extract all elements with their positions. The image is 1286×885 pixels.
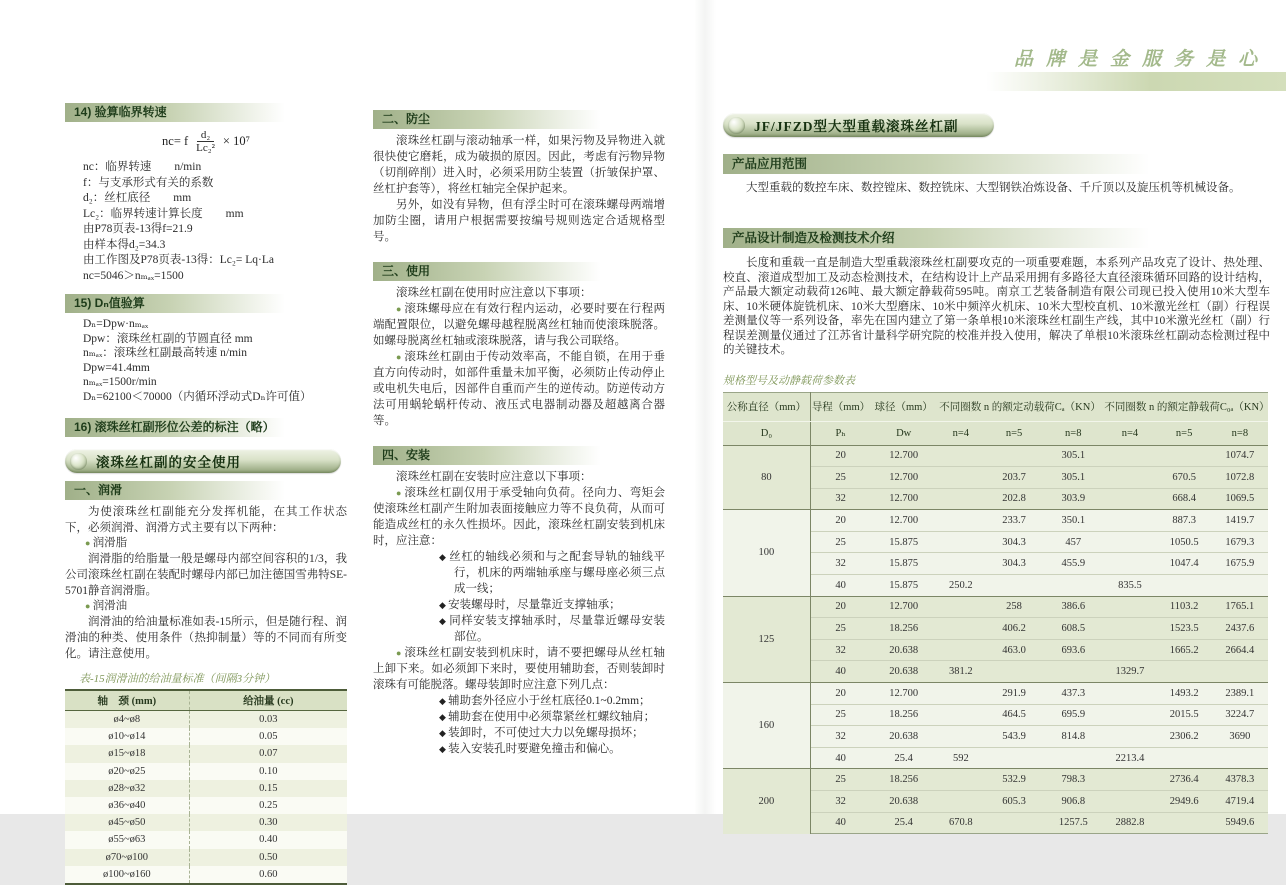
spec-table-cell: 670.5 [1157, 467, 1212, 489]
oil-table [65, 689, 347, 885]
critical-speed-formula [65, 129, 347, 154]
spec-table-cell [1212, 575, 1268, 597]
spec-table-cell: 4719.4 [1212, 791, 1268, 813]
formula-denominator: Lc₂² [196, 142, 215, 154]
spec-table-cell: 40 [810, 575, 870, 597]
spec-table-cell: 18.256 [871, 704, 937, 726]
oil-table-cell: ø20~ø25 [65, 763, 189, 780]
spec-table-cell: 32 [810, 639, 870, 661]
spec-table-cell: 1419.7 [1212, 510, 1268, 532]
spec-table-cell [937, 596, 985, 618]
oil-table-cell: ø10~ø14 [65, 728, 189, 745]
spec-table-cell: 305.1 [1043, 467, 1103, 489]
spec-table-cell: 32 [810, 791, 870, 813]
spec-table-cell: 2736.4 [1157, 769, 1212, 791]
spec-table-cell: 291.9 [985, 683, 1043, 705]
spec-sub-header: n=5 [985, 421, 1043, 445]
spec-table-cell: 906.8 [1043, 791, 1103, 813]
product-pill-label: JF/JFZD型大型重载滚珠丝杠副 [754, 119, 959, 134]
spec-table-cell: 20 [810, 683, 870, 705]
spec-table-cell: 437.3 [1043, 683, 1103, 705]
spec-table-cell: 2015.5 [1157, 704, 1212, 726]
spec-table-row [723, 683, 1268, 705]
spec-table-cell: 1765.1 [1212, 596, 1268, 618]
oil-table-row [65, 866, 347, 884]
spec-table-cell [1103, 618, 1156, 640]
dust-paragraph: 另外，如没有异物，但有浮尘时可在滚珠螺母两端增加防尘圈，请用户根据需要按编号规则选定合适规格型号。 [373, 199, 665, 243]
oil-table-cell: ø36~ø40 [65, 797, 189, 814]
spec-table-cell: 32 [810, 553, 870, 575]
install-subitem: ◆ 丝杠的轴线必须和与之配套导轨的轴线平行，机床的两端轴承座与螺母座必须三点成一线； [439, 549, 665, 597]
spec-table-body [723, 445, 1268, 834]
install-bullet: ● 滚珠丝杠副安装到机床时，请不要把螺母从丝杠轴上卸下来。如必须卸下来时，要使用辅助套，否则装卸时滚珠有可能脱落。螺母装卸时应注意下列几点： [373, 645, 665, 693]
header-band [986, 72, 1286, 91]
spec-table-cell: 386.6 [1043, 596, 1103, 618]
spec-table-cell: 3224.7 [1212, 704, 1268, 726]
spec-table-cell: 12.700 [871, 596, 937, 618]
spec-table-cell: 12.700 [871, 445, 937, 467]
spec-table-cell: 12.700 [871, 510, 937, 532]
spec-table-caption: 规格型号及动静载荷参数表 [723, 374, 855, 387]
spec-col-header: 不同圈数 n 的额定动载荷Cₐ（KN） [937, 392, 1104, 421]
oil-table-cell: 0.10 [189, 763, 347, 780]
spec-col-header: 球径（mm） [871, 392, 937, 421]
spec-table-cell: 2213.4 [1103, 747, 1156, 769]
spec-table-cell [1043, 747, 1103, 769]
sphere-icon [728, 117, 745, 134]
oil-table-row [65, 763, 347, 780]
spec-sub-header: n=4 [1103, 421, 1156, 445]
oil-table-row [65, 728, 347, 745]
spec-table-row [723, 510, 1268, 532]
spec-table-cell: 1069.5 [1212, 488, 1268, 510]
oil-table-row [65, 849, 347, 866]
right-page-column [723, 113, 1270, 834]
spec-table-cell: 693.6 [1043, 639, 1103, 661]
spec-table-cell: 887.3 [1157, 510, 1212, 532]
formula-numerator: d₂ [197, 129, 214, 142]
spec-table-cell: 2949.6 [1157, 791, 1212, 813]
spec-table-cell [937, 510, 985, 532]
page-fold [694, 0, 716, 814]
definition-line: Dₙ=Dpw·nₘₐₓ [83, 318, 149, 330]
definition-line: Dₙ=62100＜70000（内循环浮动式Dₙ许可值） [83, 390, 312, 403]
usage-bullet: ● 滚珠丝杠副由于传动效率高，不能自锁，在用于垂直方向传动时，如部件重量未加平衡，必须防止传动停止或电机失电后，因部件自重而产生的逆传动。防逆传动方法可用蜗轮蜗杆传动、液压式电器制动器及超越离合器等。 [373, 349, 665, 429]
spec-table-cell: 25 [810, 467, 870, 489]
spec-table-cell [937, 553, 985, 575]
install-subitem: ◆ 同样安装支撑轴承时，尽量靠近螺母安装部位。 [439, 613, 665, 645]
definition-line: nₘₐₓ：滚珠丝杠副最高转速 n/min [83, 347, 247, 359]
spec-table-cell: 1047.4 [1157, 553, 1212, 575]
spec-table-cell: 1675.9 [1212, 553, 1268, 575]
spec-table-cell: 203.7 [985, 467, 1043, 489]
spec-table-cell: 4378.3 [1212, 769, 1268, 791]
spec-table-cell [937, 704, 985, 726]
spec-table-cell: 1523.5 [1157, 618, 1212, 640]
spec-table-cell: 605.3 [985, 791, 1043, 813]
definition-line: Dpw=41.4mm [83, 361, 150, 374]
spec-table-cell [937, 445, 985, 467]
oil-table-cell: 0.25 [189, 797, 347, 814]
spec-table-cell: 20 [810, 510, 870, 532]
spec-table-cell [937, 791, 985, 813]
spec-table-cell: 592 [937, 747, 985, 769]
spec-table-row [723, 445, 1268, 467]
spec-table-cell [985, 575, 1043, 597]
spec-table-cell [1103, 510, 1156, 532]
spec-table-cell [1103, 726, 1156, 748]
spec-table-cell: 12.700 [871, 467, 937, 489]
spec-table-cell: 1257.5 [1043, 812, 1103, 834]
install-header: 四、安装 [373, 446, 665, 465]
nominal-diameter-cell: 200 [723, 769, 810, 834]
application-text: 大型重载的数控车床、数控镗床、数控铣床、大型钢铁冶炼设备、千斤顶以及旋压机等机械设备。 [746, 182, 1241, 194]
spec-col-header: 不同圈数 n 的额定静载荷C₀ₐ（KN） [1103, 392, 1268, 421]
spec-sub-header: D₀ [723, 421, 810, 445]
oil-label: ● 润滑油 [65, 599, 347, 614]
lubrication-intro: 为使滚珠丝杠副能充分发挥机能，在其工作状态下，必须润滑、润滑方式主要有以下两种： [65, 506, 347, 534]
definition-line: Lc₂：临界转速计算长度 mm [83, 207, 244, 220]
spec-table-cell: 532.9 [985, 769, 1043, 791]
spec-table-cell: 835.5 [1103, 575, 1156, 597]
spec-sub-header: Pₕ [810, 421, 870, 445]
spec-table-cell: 25 [810, 618, 870, 640]
spec-table-cell [937, 769, 985, 791]
oil-text: 润滑油的给油量标准如表-15所示，但是随行程、润滑油的种类、使用条件（热抑制量）等的不同而有所变化。请注意使用。 [65, 616, 347, 660]
oil-table-cell: ø70~ø100 [65, 849, 189, 866]
oil-table-row [65, 711, 347, 729]
spec-table-cell [1157, 661, 1212, 683]
spec-table-row [723, 596, 1268, 618]
spec-table-cell: 2882.8 [1103, 812, 1156, 834]
spec-table-cell: 15.875 [871, 575, 937, 597]
spec-table-cell: 12.700 [871, 683, 937, 705]
safety-section-pill [65, 449, 341, 473]
spec-table-row [723, 769, 1268, 791]
install-subitem: ◆ 装卸时，不可使过大力以免螺母损坏； [439, 725, 665, 741]
spec-table-cell: 40 [810, 661, 870, 683]
nominal-diameter-cell: 80 [723, 445, 810, 510]
spec-table-cell: 5949.6 [1212, 812, 1268, 834]
spec-table-cell [1103, 467, 1156, 489]
dust-paragraph: 滚珠丝杠副与滚动轴承一样，如果污物及异物进入就很快使它磨耗，成为破损的原因。因此，考虑有污物异物（切削碎削）进入时，必须采用防尘装置（折皱保护罩、丝杠护套等），将丝杠轴完全保护起来。 [373, 135, 665, 195]
spec-table-cell [937, 531, 985, 553]
oil-table-caption: 表-15润滑油的给油量标准（间隔3分钟） [79, 673, 276, 685]
spec-table-cell: 15.875 [871, 553, 937, 575]
spec-table-cell: 668.4 [1157, 488, 1212, 510]
safety-pill-label: 滚珠丝杠副的安全使用 [96, 455, 241, 470]
oil-table-col-header: 轴 颈 (mm) [65, 690, 189, 711]
spec-table-cell: 25 [810, 704, 870, 726]
spec-table-cell: 350.1 [1043, 510, 1103, 532]
spec-table-cell: 12.700 [871, 488, 937, 510]
spec-table-cell: 457 [1043, 531, 1103, 553]
oil-table-body [65, 711, 347, 884]
spec-sub-header: n=4 [937, 421, 985, 445]
spec-table-cell: 20.638 [871, 791, 937, 813]
spec-table-cell: 464.5 [985, 704, 1043, 726]
oil-table-cell: ø55~ø63 [65, 831, 189, 848]
spec-table-cell: 25.4 [871, 812, 937, 834]
spec-sub-header: n=8 [1212, 421, 1268, 445]
formula-suffix: × 10⁷ [222, 134, 250, 148]
spec-table-cell: 463.0 [985, 639, 1043, 661]
nominal-diameter-cell: 160 [723, 683, 810, 769]
section-15-header: 15) Dₙ值验算 [65, 294, 347, 313]
nominal-diameter-cell: 100 [723, 510, 810, 596]
oil-table-cell: ø28~ø32 [65, 780, 189, 797]
spec-table-cell [1103, 683, 1156, 705]
spec-table-cell: 40 [810, 812, 870, 834]
spec-table-cell [1103, 769, 1156, 791]
lubrication-header: 一、润滑 [65, 481, 347, 500]
section-16-header: 16) 滚珠丝杠副形位公差的标注（略） [65, 418, 347, 437]
oil-table-cell: ø4~ø8 [65, 711, 189, 729]
oil-table-cell: ø15~ø18 [65, 745, 189, 762]
spec-table-cell: 3690 [1212, 726, 1268, 748]
oil-table-cell: 0.15 [189, 780, 347, 797]
spec-table-cell: 1329.7 [1103, 661, 1156, 683]
oil-table-header-row [65, 690, 347, 711]
tech-header: 产品设计制造及检测技术介绍 [723, 228, 1270, 248]
spec-table-cell [1103, 531, 1156, 553]
spec-table-cell: 258 [985, 596, 1043, 618]
spec-table-cell: 32 [810, 726, 870, 748]
spec-table-cell: 25 [810, 531, 870, 553]
definition-line: nc：临界转速 n/min [83, 161, 202, 173]
spec-table-cell [1103, 639, 1156, 661]
spec-table-cell: 233.7 [985, 510, 1043, 532]
oil-table-row [65, 745, 347, 762]
spec-table-cell: 25 [810, 769, 870, 791]
oil-table-col-header: 给油量 (cc) [189, 690, 347, 711]
install-intro: 滚珠丝杠副在安装时应注意以下事项： [396, 471, 592, 483]
oil-table-cell: 0.05 [189, 728, 347, 745]
oil-table-cell: ø45~ø50 [65, 814, 189, 831]
spec-table-cell: 32 [810, 488, 870, 510]
grease-text: 润滑脂的给脂量一般是螺母内部空间容积的1/3，我公司滚珠丝杠副在装配时螺母内部已加注德国雪弗特SE-5701静音润滑脂。 [65, 553, 347, 597]
spec-table-cell: 250.2 [937, 575, 985, 597]
spec-table-cell: 25.4 [871, 747, 937, 769]
spec-table-cell [1043, 575, 1103, 597]
spec-table-cell: 1103.2 [1157, 596, 1212, 618]
spec-table-cell [1103, 488, 1156, 510]
spec-table-cell [985, 812, 1043, 834]
definition-line: 由P78页表-13得f=21.9 [83, 223, 193, 235]
page-slogan: 品牌是金服务是心 [1013, 49, 1270, 70]
dust-header: 二、防尘 [373, 110, 665, 129]
middle-column [373, 110, 665, 757]
spec-table-cell [1157, 747, 1212, 769]
spec-table-cell: 202.8 [985, 488, 1043, 510]
oil-table-cell: 0.03 [189, 711, 347, 729]
spec-col-header: 导程（mm） [810, 392, 870, 421]
spec-table-cell: 381.2 [937, 661, 985, 683]
spec-table [723, 392, 1268, 835]
spec-table-cell [1043, 661, 1103, 683]
definition-line: nₘₐₓ=1500r/min [83, 376, 157, 388]
spec-table-cell [1212, 747, 1268, 769]
spec-table-cell [1103, 596, 1156, 618]
definition-line: d₂：丝杠底径 mm [83, 192, 192, 204]
install-subitem: ◆ 辅助套外径应小于丝杠底径0.1~0.2mm； [439, 693, 665, 709]
spec-table-cell [985, 747, 1043, 769]
install-subitem: ◆ 装入安装孔时要避免撞击和偏心。 [439, 741, 665, 757]
spec-table-cell [985, 661, 1043, 683]
oil-table-cell: 0.40 [189, 831, 347, 848]
left-column [65, 103, 347, 885]
product-series-pill [723, 113, 994, 137]
spec-table-cell: 305.1 [1043, 445, 1103, 467]
spec-table-cell [1103, 553, 1156, 575]
spec-table-cell: 2306.2 [1157, 726, 1212, 748]
spec-table-cell: 670.8 [937, 812, 985, 834]
formula-fraction [192, 129, 219, 154]
definition-line: Dpw：滚珠丝杠副的节圆直径 mm [83, 332, 253, 345]
spec-table-cell: 1665.2 [1157, 639, 1212, 661]
oil-table-cell: 0.60 [189, 866, 347, 884]
spec-table-cell: 303.9 [1043, 488, 1103, 510]
definition-line: f：与支承形式有关的系数 [83, 176, 214, 189]
spec-table-cell: 20.638 [871, 661, 937, 683]
oil-table-row [65, 814, 347, 831]
section-14-header: 14) 验算临界转速 [65, 103, 347, 122]
spec-col-header: 公称直径（mm） [723, 392, 810, 421]
spec-table-cell: 40 [810, 747, 870, 769]
spec-table-cell [1157, 812, 1212, 834]
grease-label: ● 润滑脂 [65, 536, 347, 551]
spec-table-cell: 15.875 [871, 531, 937, 553]
spec-table-cell: 20.638 [871, 639, 937, 661]
spec-table-cell: 798.3 [1043, 769, 1103, 791]
tech-text: 长度和重载一直是制造大型重载滚珠丝杠副要攻克的一项重要难题，本系列产品攻克了设计、热处理、校直、滚道成型加工及动态检测技术，在结构设计上产品采用拥有多路径大直径滚珠循环回路的设计结构，产品最大额定动载荷126吨、最大额定静载荷595吨。南京工艺装备制造有限公司现已投入使用10米大型车床、10米硬体旋铣机床、10米大型磨床、10米中频淬火机床、10米大型校直机、10米激光丝杠（副）行程误差测量仪等一系列设备，率先在国内建立了第一条单根10米滚珠丝杠副生产线，其中10米激光丝杠（副）行程误差测量仪通过了江苏省计量科学研究院的校准并投入使用，解决了单根10米滚珠丝杠副动态检测过程中的关键技术。 [723, 257, 1270, 356]
spec-table-cell: 1493.2 [1157, 683, 1212, 705]
spec-table-cell: 455.9 [1043, 553, 1103, 575]
spec-table-cell: 1679.3 [1212, 531, 1268, 553]
spec-table-cell [1212, 661, 1268, 683]
oil-table-row [65, 780, 347, 797]
oil-table-row [65, 831, 347, 848]
formula-lhs: nc= f [162, 134, 189, 148]
spec-table-cell: 18.256 [871, 769, 937, 791]
oil-table-cell: 0.50 [189, 849, 347, 866]
definition-line: 由工作图及P78页表-13得：Lc₂= Lq·La [83, 254, 274, 266]
spec-table-cell [937, 467, 985, 489]
spec-sub-header: n=8 [1043, 421, 1103, 445]
spec-table-cell: 1050.5 [1157, 531, 1212, 553]
spec-table-cell [1103, 791, 1156, 813]
spec-table-cell [1103, 704, 1156, 726]
spec-table-cell: 2437.6 [1212, 618, 1268, 640]
sphere-icon [70, 453, 87, 470]
oil-table-cell: 0.07 [189, 745, 347, 762]
spec-table-cell [1103, 445, 1156, 467]
spec-table-cell: 2389.1 [1212, 683, 1268, 705]
spec-table-cell: 608.5 [1043, 618, 1103, 640]
usage-intro: 滚珠丝杠副在使用时应注意以下事项： [396, 287, 592, 299]
spec-table-cell: 695.9 [1043, 704, 1103, 726]
spec-table-cell [937, 618, 985, 640]
oil-table-cell: ø100~ø160 [65, 866, 189, 884]
definition-line: 由样本得d₂=34.3 [83, 238, 166, 251]
spec-table-cell [1157, 445, 1212, 467]
spec-table-cell: 304.3 [985, 553, 1043, 575]
spec-table-cell [937, 726, 985, 748]
install-subitem: ◆ 安装螺母时，尽量靠近支撑轴承； [439, 597, 665, 613]
spec-table-cell: 1072.8 [1212, 467, 1268, 489]
spec-table-cell: 543.9 [985, 726, 1043, 748]
spec-table-cell: 20 [810, 596, 870, 618]
spec-table-cell [1157, 575, 1212, 597]
spec-table-cell: 2664.4 [1212, 639, 1268, 661]
spec-header-row-2 [723, 421, 1268, 445]
spec-table-cell [937, 683, 985, 705]
definition-line: nc=5046＞nₘₐₓ=1500 [83, 269, 184, 282]
nominal-diameter-cell: 125 [723, 596, 810, 682]
spec-sub-header: n=5 [1157, 421, 1212, 445]
spec-table-cell: 18.256 [871, 618, 937, 640]
spec-table-cell [937, 639, 985, 661]
spec-table-cell [937, 488, 985, 510]
oil-table-cell: 0.30 [189, 814, 347, 831]
spec-table-cell [985, 445, 1043, 467]
spec-table-cell: 406.2 [985, 618, 1043, 640]
spec-header-row-1 [723, 392, 1268, 421]
spec-table-cell: 1074.7 [1212, 445, 1268, 467]
oil-table-row [65, 797, 347, 814]
spec-table-cell: 20.638 [871, 726, 937, 748]
spec-table-cell: 814.8 [1043, 726, 1103, 748]
spec-table-cell: 304.3 [985, 531, 1043, 553]
install-bullet: ● 滚珠丝杠副仅用于承受轴向负荷。径向力、弯矩会使滚珠丝杠副产生附加表面接触应力等不良负荷，从而可能造成丝杠的永久性损坏。因此，滚珠丝杠副安装到机床时，应注意： [373, 485, 665, 549]
spec-table-cell: 20 [810, 445, 870, 467]
application-header: 产品应用范围 [723, 154, 1270, 174]
install-subitem: ◆ 辅助套在使用中必须靠紧丝杠螺纹轴肩； [439, 709, 665, 725]
spec-sub-header: Dw [871, 421, 937, 445]
usage-bullet: ● 滚珠螺母应在有效行程内运动，必要时要在行程两端配置限位，以避免螺母越程脱离丝杠轴而使滚珠脱落。如螺母脱离丝杠轴或滚珠脱落，请与我公司联络。 [373, 301, 665, 349]
usage-header: 三、使用 [373, 262, 665, 281]
